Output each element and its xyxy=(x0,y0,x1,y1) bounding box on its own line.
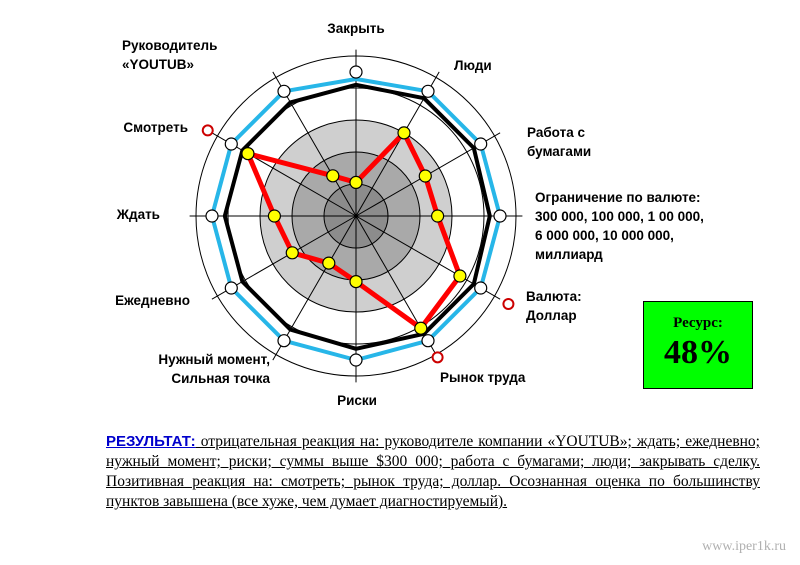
data-point xyxy=(268,210,280,222)
axis-label-line: Закрыть xyxy=(327,21,385,36)
reference-point xyxy=(422,335,434,347)
axis-label xyxy=(122,38,217,72)
data-point xyxy=(327,170,339,182)
data-point xyxy=(242,148,254,160)
data-point xyxy=(415,322,427,334)
data-point xyxy=(398,127,410,139)
data-point xyxy=(350,176,362,188)
reference-point xyxy=(278,335,290,347)
axis-label-line: Доллар xyxy=(526,308,577,323)
result-label: РЕЗУЛЬТАТ: xyxy=(106,433,196,450)
axis-label xyxy=(116,207,160,222)
axis-label-line: Ежедневно xyxy=(115,293,190,308)
data-point xyxy=(454,270,466,282)
axis-label-line: миллиард xyxy=(535,247,603,262)
reference-point xyxy=(350,66,362,78)
outlier-marker xyxy=(503,299,513,309)
result-paragraph xyxy=(106,432,760,512)
reference-point xyxy=(225,138,237,150)
axis-label xyxy=(115,293,190,308)
axis-label-line: бумагами xyxy=(527,144,592,159)
axis-label-line: Риски xyxy=(337,393,377,408)
axis-label-line: Смотреть xyxy=(123,120,188,135)
resource-box xyxy=(643,301,753,389)
reference-point xyxy=(475,138,487,150)
axis-label-line: Люди xyxy=(454,58,492,73)
radar-axes xyxy=(190,50,523,383)
axis-label xyxy=(527,125,591,159)
reference-point xyxy=(494,210,506,222)
reference-point xyxy=(350,354,362,366)
axis-label-line: Ждать xyxy=(116,207,160,222)
axis-label-line: 6 000 000, 10 000 000, xyxy=(535,228,674,243)
data-point xyxy=(419,170,431,182)
watermark: www.iper1k.ru xyxy=(702,539,786,554)
reference-point xyxy=(475,282,487,294)
reference-point xyxy=(278,85,290,97)
axis-label xyxy=(327,21,384,36)
axis-label xyxy=(454,58,492,73)
axis-label xyxy=(337,393,377,408)
axis-label-line: Ограничение по валюте: xyxy=(535,190,701,205)
axis-label xyxy=(158,352,270,386)
outlier-marker xyxy=(203,125,213,135)
resource-label: Ресурс: xyxy=(673,315,723,331)
data-point xyxy=(350,276,362,288)
result-text: отрицательная реакция на: руководителе компании «YOUTUB»; ждать; ежедневно; нужный момент; риски; суммы выше $300 000; работа с бумагами; люди; закрывать сделку. Позитивная реакция на: смотреть; рынок труда; доллар. Осознанная оценка по большинству пунктов завышена (все хуже, чем думает диагностируемый). xyxy=(106,433,760,510)
axis-label xyxy=(123,120,188,135)
data-point xyxy=(286,247,298,259)
outlier-marker xyxy=(433,352,443,362)
axis-label-line: 300 000, 100 000, 1 00 000, xyxy=(535,209,704,224)
reference-point xyxy=(206,210,218,222)
axis-label-line: Работа с xyxy=(527,125,585,140)
reference-point xyxy=(225,282,237,294)
data-point xyxy=(323,257,335,269)
axis-label xyxy=(535,190,704,262)
axis-label-line: Сильная точка xyxy=(171,371,270,386)
axis-label-line: Рынок труда xyxy=(440,370,526,385)
data-point xyxy=(432,210,444,222)
axis-label-line: Валюта: xyxy=(526,289,582,304)
axis-label-line: Нужный момент, xyxy=(158,352,270,367)
axis-label xyxy=(526,289,582,323)
axis-label-line: Руководитель xyxy=(122,38,218,53)
axis-label xyxy=(440,370,526,385)
reference-point xyxy=(422,85,434,97)
axis-label-line: «YOUTUB» xyxy=(122,57,195,72)
resource-value: 48% xyxy=(664,334,732,371)
